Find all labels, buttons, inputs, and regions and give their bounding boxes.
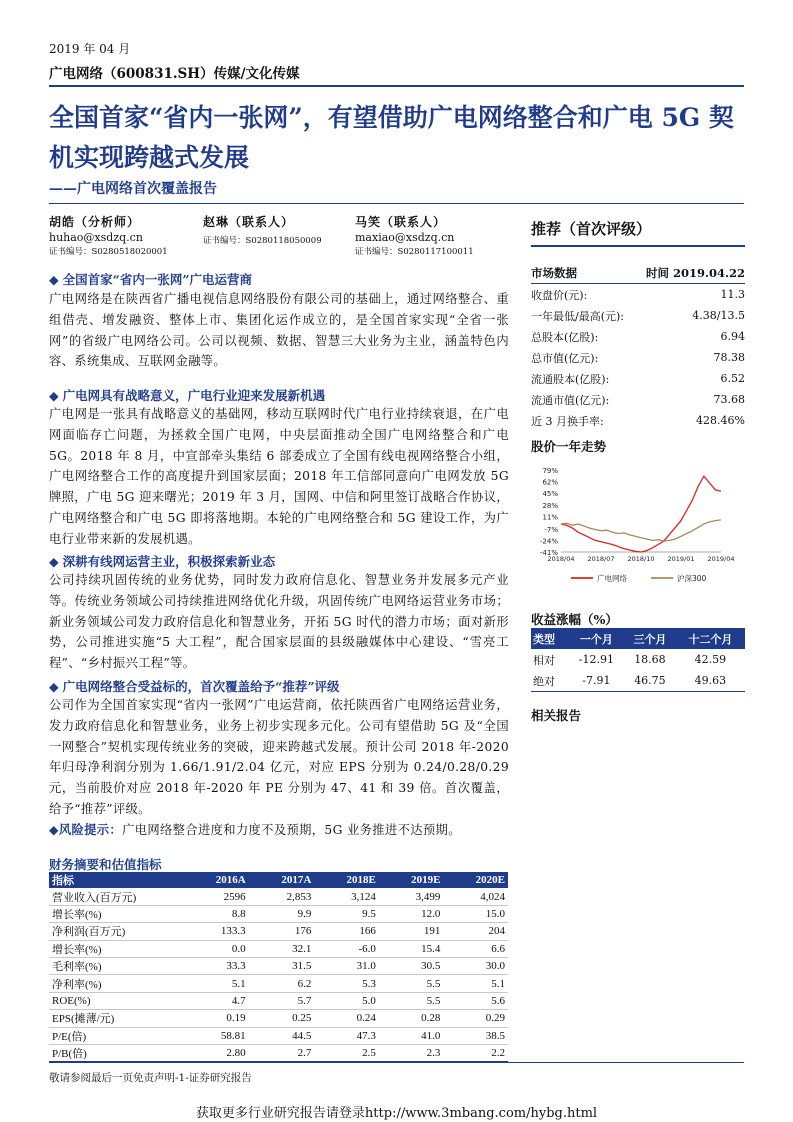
x-tick-label: 2019/01	[667, 555, 695, 563]
y-tick-label: 79%	[542, 467, 558, 475]
fin-cell: 191	[379, 923, 444, 940]
analyst-cert: 证书编号：S0280117100011	[355, 247, 474, 257]
fin-cell: 15.0	[443, 905, 508, 922]
section-heading: ◆ 广电网络整合受益标的，首次覆盖给予“推荐”评级	[49, 679, 340, 694]
legend-label: 广电网络	[597, 574, 627, 583]
table-row	[49, 888, 508, 905]
fin-cell: 净利率(%)	[49, 975, 183, 992]
perf-cell: 18.68	[634, 653, 666, 666]
fin-header-cell: 2020E	[443, 872, 508, 888]
y-tick-label: 45%	[542, 490, 558, 499]
fin-cell: 58.81	[183, 1027, 249, 1044]
fin-cell: 3,499	[379, 888, 444, 905]
fin-cell: 133.3	[183, 923, 249, 940]
fin-cell: 5.1	[443, 975, 508, 992]
table-row	[49, 957, 508, 974]
market-value: 428.46%	[696, 414, 745, 427]
market-value: 73.68	[713, 393, 745, 406]
y-tick-label: 62%	[542, 478, 558, 487]
table-row	[531, 410, 745, 431]
x-tick-label: 2019/04	[707, 555, 735, 563]
fin-cell: 2,853	[249, 888, 315, 905]
perf-title: 收益涨幅（%）	[531, 612, 618, 627]
fin-cell: 204	[443, 923, 508, 940]
analyst-name: 赵琳（联系人）	[203, 215, 295, 229]
header-rule	[49, 85, 744, 87]
rating-rule	[531, 245, 745, 247]
table-header-row	[49, 872, 508, 888]
fin-cell: 营业收入(百万元)	[49, 888, 183, 905]
report-subtitle: ——广电网络首次覆盖报告	[49, 181, 217, 197]
perf-cell: 49.63	[676, 670, 745, 692]
analyst-cert: 证书编号：S0280118050009	[203, 236, 322, 246]
fin-cell: 30.0	[443, 957, 508, 974]
risk-text: 广电网络整合进度和力度不及预期，5G 业务推进不达预期。	[122, 823, 461, 837]
report-date: 2019 年 04 月	[49, 42, 131, 56]
fin-cell: 12.0	[379, 905, 444, 922]
table-row	[49, 975, 508, 992]
table-row	[49, 923, 508, 940]
section-heading: ◆ 深耕有线网运营主业，积极探索新业态	[49, 554, 276, 569]
table-row	[49, 1044, 508, 1061]
fin-cell: 9.5	[314, 905, 379, 922]
section-body: 公司作为全国首家实现“省内一张网”广电运营商，依托陕西省广电网络运营业务，发力政府信息化和智慧业务，业务上初步实现多元化。公司有望借助 5G 及“全国一网整合”契机实现传统业务的突破，迎来跨越式发展。预计公司 2018 年-2020 年归母净利润分别为 1.66/1.91/2.04 亿元，对应 EPS 分别为 0.24/0.28/0.29 元，当前股价对应 2018 年-2020 年 PE 分别为 47、41 和 39 倍。首次覆盖，给予“推荐”评级。	[49, 698, 509, 816]
rating: 推荐（首次评级）	[531, 220, 652, 238]
y-tick-label: -7%	[544, 525, 558, 534]
market-value: 4.38/13.5	[692, 309, 745, 322]
footer-rule	[49, 1062, 744, 1063]
table-row	[531, 284, 745, 306]
perf-cell: 相对	[533, 653, 555, 667]
market-data-table	[531, 262, 745, 431]
fin-cell: 增长率(%)	[49, 940, 183, 957]
table-row	[531, 670, 745, 692]
series-line-1	[561, 520, 721, 541]
x-tick-label: 2018/10	[627, 555, 655, 563]
fin-cell: 2.7	[249, 1044, 315, 1061]
analyst-name: 马笑（联系人）	[355, 215, 447, 229]
fin-cell: 166	[314, 923, 379, 940]
perf-header-cell: 十二个月	[676, 628, 745, 649]
market-label: 近 3 月换手率:	[531, 414, 604, 428]
fin-cell: EPS(摊薄/元)	[49, 1010, 183, 1027]
financials-title: 财务摘要和估值指标	[49, 857, 162, 872]
stock-chart-svg	[531, 460, 745, 590]
section-body: 公司持续巩固传统的业务优势，同时发力政府信息化、智慧业务并发展多元产业等。传统业务领域公司持续推进网络优化升级，巩固传统广电网络运营业务市场；新业务领域公司发力政府信息化和智慧业务，开拓 5G 时代的潜力市场；面对新形势，公司推进实施“5 大工程”，配合国家层面的县级融媒体中心建设、“雪亮工程”、“乡村振兴工程”等。	[49, 573, 509, 671]
analyst-1	[49, 215, 168, 260]
series-line-0	[561, 476, 721, 552]
y-tick-label: -24%	[539, 537, 558, 546]
perf-table	[531, 628, 745, 692]
analyst-email[interactable]: huhao@xsdzq.cn	[49, 231, 143, 244]
market-label: 流通市值(亿元):	[531, 393, 610, 407]
risk-label: 风险提示：	[58, 822, 123, 837]
fin-cell: 2596	[183, 888, 249, 905]
section-heading: ◆ 广电网具有战略意义，广电行业迎来发展新机遇	[49, 388, 326, 403]
market-value: 11.3	[720, 288, 745, 301]
table-row	[49, 992, 508, 1009]
table-row	[531, 347, 745, 368]
fin-cell: 5.5	[379, 992, 444, 1009]
fin-cell: ROE(%)	[49, 992, 183, 1009]
table-row	[531, 326, 745, 347]
stock-chart	[531, 460, 745, 590]
bullet-icon: ◆	[49, 822, 59, 837]
bottom-link[interactable]: 获取更多行业研究报告请登录http://www.3mbang.com/hybg.html	[195, 1106, 598, 1121]
fin-cell: 2.5	[314, 1044, 379, 1061]
fin-cell: 47.3	[314, 1027, 379, 1044]
fin-cell: 176	[249, 923, 315, 940]
y-tick-label: 11%	[542, 513, 558, 522]
chart-title: 股价一年走势	[531, 439, 607, 454]
fin-cell: 41.0	[379, 1027, 444, 1044]
fin-cell: 5.5	[379, 975, 444, 992]
analyst-email[interactable]: maxiao@xsdzq.cn	[355, 231, 455, 244]
title-rule	[49, 203, 744, 204]
fin-cell: 0.24	[314, 1010, 379, 1027]
market-label: 总市值(亿元):	[531, 351, 599, 365]
fin-cell: -6.0	[314, 940, 379, 957]
perf-cell: 46.75	[624, 670, 676, 692]
market-header-time: 时间 2019.04.22	[635, 262, 745, 284]
y-tick-label: 28%	[542, 501, 558, 510]
fin-header-cell: 2018E	[314, 872, 379, 888]
fin-cell: P/E(倍)	[49, 1027, 183, 1044]
perf-cell: 绝对	[531, 670, 569, 692]
table-row	[49, 940, 508, 957]
fin-cell: 5.3	[314, 975, 379, 992]
analyst-2	[203, 215, 322, 249]
section-body: 广电网络是在陕西省广播电视信息网络股份有限公司的基础上，通过网络整合、重组借壳、增发融资、整体上市、集团化运作成立的，是全国首家实现“全省一张网”的省级广电网络公司。公司以视频、数据、智慧三大业务为主业，涵盖特色内容、系统集成、互联网金融等。	[49, 292, 509, 369]
fin-cell: 2.2	[443, 1044, 508, 1061]
section-heading: ◆ 全国首家“省内一张网”广电运营商	[49, 272, 253, 287]
table-header-row	[531, 628, 745, 649]
analyst-cert: 证书编号：S0280518020001	[49, 247, 168, 257]
table-row	[531, 649, 745, 670]
fin-cell: 毛利率(%)	[49, 957, 183, 974]
fin-cell: P/B(倍)	[49, 1044, 183, 1061]
fin-cell: 2.3	[379, 1044, 444, 1061]
fin-cell: 5.0	[314, 992, 379, 1009]
fin-cell: 15.4	[379, 940, 444, 957]
fin-cell: 0.19	[183, 1010, 249, 1027]
market-value: 78.38	[713, 351, 745, 364]
fin-cell: 4.7	[183, 992, 249, 1009]
analyst-3	[355, 215, 474, 260]
fin-cell: 31.0	[314, 957, 379, 974]
table-row	[49, 1010, 508, 1027]
table-row	[531, 305, 745, 326]
fin-cell: 净利润(百万元)	[49, 923, 183, 940]
market-label: 总股本(亿股):	[531, 330, 599, 344]
perf-cell: 42.59	[694, 653, 727, 666]
related-reports-heading: 相关报告	[531, 708, 582, 723]
fin-cell: 8.8	[183, 905, 249, 922]
risk-note	[49, 820, 509, 841]
report-title: 全国首家“省内一张网”，有望借助广电网络整合和广电 5G 契机实现跨越式发展	[49, 103, 734, 172]
bullet-icon: ◆	[49, 272, 59, 287]
fin-cell: 2.80	[183, 1044, 249, 1061]
market-value: 6.52	[720, 372, 745, 385]
table-row	[531, 368, 745, 389]
fin-cell: 5.1	[183, 975, 249, 992]
table-row	[531, 262, 745, 284]
bullet-icon: ◆	[49, 679, 59, 694]
table-row	[49, 905, 508, 922]
fin-cell: 33.3	[183, 957, 249, 974]
fin-cell: 0.0	[183, 940, 249, 957]
bullet-icon: ◆	[49, 388, 59, 403]
fin-cell: 5.7	[249, 992, 315, 1009]
fin-cell: 31.5	[249, 957, 315, 974]
fin-header-cell: 指标	[49, 872, 183, 888]
fin-cell: 4,024	[443, 888, 508, 905]
fin-cell: 6.2	[249, 975, 315, 992]
y-tick-label: -41%	[539, 549, 558, 557]
fin-cell: 0.29	[443, 1010, 508, 1027]
legend-label: 沪深300	[677, 574, 707, 583]
table-row	[49, 1027, 508, 1044]
analyst-name: 胡皓（分析师）	[49, 215, 141, 229]
fin-cell: 0.28	[379, 1010, 444, 1027]
market-value: 6.94	[720, 330, 745, 343]
perf-cell: -12.91	[578, 653, 614, 666]
fin-cell: 9.9	[249, 905, 315, 922]
fin-header-cell: 2016A	[183, 872, 249, 888]
fin-cell: 44.5	[249, 1027, 315, 1044]
fin-cell: 增长率(%)	[49, 905, 183, 922]
x-tick-label: 2018/04	[547, 555, 575, 563]
bullet-icon: ◆	[49, 554, 59, 569]
market-label: 一年最低/最高(元):	[531, 309, 624, 323]
fin-header-cell: 2019E	[379, 872, 444, 888]
market-header-label: 市场数据	[531, 262, 635, 284]
fin-cell: 38.5	[443, 1027, 508, 1044]
fin-cell: 0.25	[249, 1010, 315, 1027]
company-ticker: 广电网络（600831.SH）传媒/文化传媒	[49, 66, 300, 82]
fin-cell: 32.1	[249, 940, 315, 957]
x-tick-label: 2018/07	[587, 555, 615, 563]
fin-cell: 3,124	[314, 888, 379, 905]
fin-header-cell: 2017A	[249, 872, 315, 888]
perf-header-cell: 一个月	[569, 628, 624, 649]
financials-table	[49, 872, 508, 1062]
perf-cell: -7.91	[569, 670, 624, 692]
footer-disclaimer: 敬请参阅最后一页免责声明-1-证券研究报告	[49, 1072, 252, 1084]
section-body: 广电网是一张具有战略意义的基础网，移动互联网时代广电行业持续衰退，在广电网面临存亡问题，为拯救全国广电网，中央层面推动全国广电网络整合和广电 5G。2018 年 8 月，中宣部牵头集结 6 部委成立了全国有线电视网络整合小组，广电网络整合工作的高度提升到国家层面；2018 年工信部同意向广电网发放 5G 牌照，广电 5G 迎来曙光；2019 年 3 月，国网、中信和阿里签订战略合作协议，广电网络整合和广电 5G 即将落地期。本轮的广电网络整合和 5G 建设工作，为广电行业带来新的发展机遇。	[49, 407, 509, 546]
table-row	[531, 389, 745, 410]
fin-cell: 6.6	[443, 940, 508, 957]
perf-header-cell: 三个月	[624, 628, 676, 649]
perf-header-cell: 类型	[531, 628, 569, 649]
fin-cell: 30.5	[379, 957, 444, 974]
market-label: 收盘价(元):	[531, 288, 588, 302]
fin-cell: 5.6	[443, 992, 508, 1009]
market-label: 流通股本(亿股):	[531, 372, 610, 386]
